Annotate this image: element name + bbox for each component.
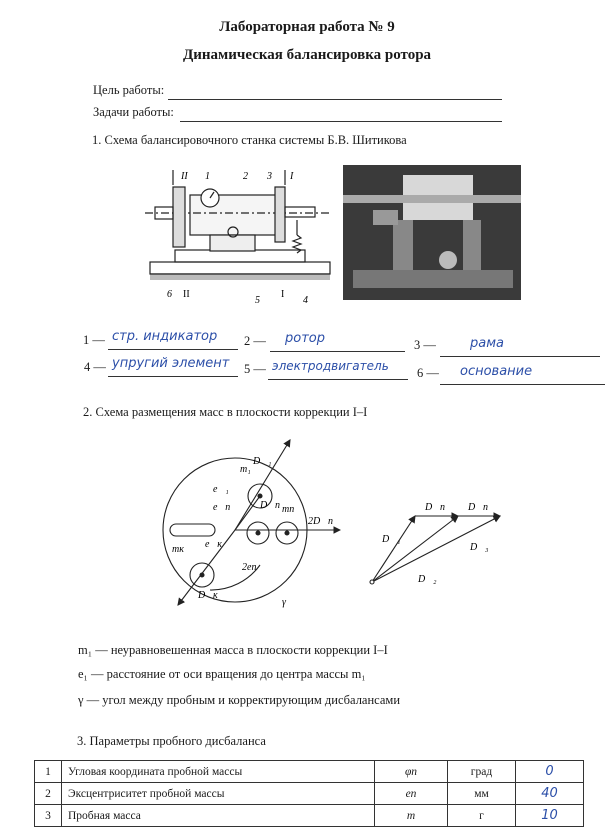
- row-number: 3: [35, 805, 62, 827]
- row-name: Пробная масса: [62, 805, 375, 827]
- row-unit: град: [448, 761, 516, 783]
- part-5-line: [268, 379, 408, 380]
- row-name: Угловая координата пробной массы: [62, 761, 375, 783]
- page-title: Лабораторная работа № 9: [219, 19, 395, 35]
- label-Dn: D⃗п: [260, 500, 280, 511]
- table-row: [35, 783, 584, 805]
- label-1: 1: [205, 171, 210, 182]
- row-value: 10: [516, 805, 584, 827]
- part-6-answer: основание: [460, 364, 533, 379]
- row-unit: г: [448, 805, 516, 827]
- section3-heading: 3. Параметры пробного дисбаланса: [77, 734, 266, 748]
- label-3: 3: [267, 171, 272, 182]
- label-5: 5: [255, 295, 260, 305]
- row-unit: мм: [448, 783, 516, 805]
- vector-diagram: [360, 490, 510, 595]
- label-II-top: II: [181, 171, 188, 182]
- row-symbol: eп: [375, 783, 448, 805]
- label-I-top: I: [290, 171, 294, 182]
- table-row: [35, 761, 584, 783]
- part-4-num: 4 —: [84, 360, 106, 374]
- label-2Dn: 2D⃗п: [308, 516, 333, 527]
- section1-heading: 1. Схема балансировочного станка системы Б.В. Шитикова: [92, 133, 407, 147]
- label-mk: mк: [172, 544, 184, 555]
- label-2: 2: [243, 171, 248, 182]
- page-subtitle: Динамическая балансировка ротора: [182, 47, 432, 63]
- label-Dk: D⃗к: [198, 590, 218, 601]
- part-6-line: [440, 384, 605, 385]
- label-m1: m₁: [240, 464, 251, 475]
- part-3-num: 3 —: [414, 338, 436, 352]
- params-table: [34, 760, 584, 827]
- row-symbol: φп: [375, 761, 448, 783]
- section2-heading: 2. Схема размещения масс в плоскости коррекции I–I: [83, 405, 368, 419]
- part-2-line: [270, 351, 405, 352]
- table-row: [35, 805, 584, 827]
- vec-label-Dn2: D⃗п: [468, 502, 488, 513]
- vec-label-D2: D⃗₂: [418, 574, 437, 585]
- tasks-label: Задачи работы:: [93, 105, 174, 119]
- machine-photo: [343, 165, 521, 300]
- balancing-machine-schematic: [145, 165, 335, 305]
- label-en: e⃗п: [213, 502, 231, 513]
- label-II-bottom: II: [183, 289, 190, 300]
- correction-plane-diagram: [150, 420, 350, 615]
- row-value: 40: [516, 783, 584, 805]
- label-gamma: γ: [282, 597, 286, 608]
- label-D1: D⃗₁: [253, 456, 272, 467]
- part-1-answer: стр. индикатор: [112, 329, 218, 344]
- part-3-line: [440, 356, 600, 357]
- label-4: 4: [303, 295, 308, 305]
- part-4-answer: упругий элемент: [112, 356, 230, 371]
- part-4-line: [108, 376, 238, 377]
- vec-label-D3: D⃗₃: [470, 542, 489, 553]
- row-symbol: m: [375, 805, 448, 827]
- part-1-num: 1 —: [83, 333, 105, 347]
- row-value: 0: [516, 761, 584, 783]
- label-mn: mп: [282, 504, 295, 515]
- tasks-line: [180, 121, 502, 122]
- vec-label-D1: D⃗₁: [382, 534, 401, 545]
- label-e1: e⃗₁: [213, 484, 229, 495]
- label-I-bottom: I: [281, 289, 285, 300]
- label-6: 6: [167, 289, 172, 300]
- part-5-answer: электродвигатель: [272, 359, 389, 373]
- part-2-num: 2 —: [244, 334, 266, 348]
- vec-label-Dn1: D⃗п: [425, 502, 445, 513]
- label-ek: e⃗к: [205, 539, 222, 550]
- row-number: 1: [35, 761, 62, 783]
- part-2-answer: ротор: [285, 331, 325, 346]
- part-6-num: 6 —: [417, 366, 439, 380]
- label-2en: 2eп: [242, 562, 257, 573]
- part-5-num: 5 —: [244, 362, 266, 376]
- legend-m1: m₁ — неуравновешенная масса в плоскости коррекции I–I: [78, 643, 388, 657]
- row-name: Эксцентриситет пробной массы: [62, 783, 375, 805]
- part-3-answer: рама: [470, 336, 504, 351]
- goal-line: [168, 99, 502, 100]
- goal-label: Цель работы:: [93, 83, 165, 97]
- row-number: 2: [35, 783, 62, 805]
- legend-e1: e₁ — расстояние от оси вращения до центра массы m₁: [78, 667, 366, 681]
- part-1-line: [108, 349, 238, 350]
- legend-gamma: γ — угол между пробным и корректирующим дисбалансами: [78, 693, 401, 707]
